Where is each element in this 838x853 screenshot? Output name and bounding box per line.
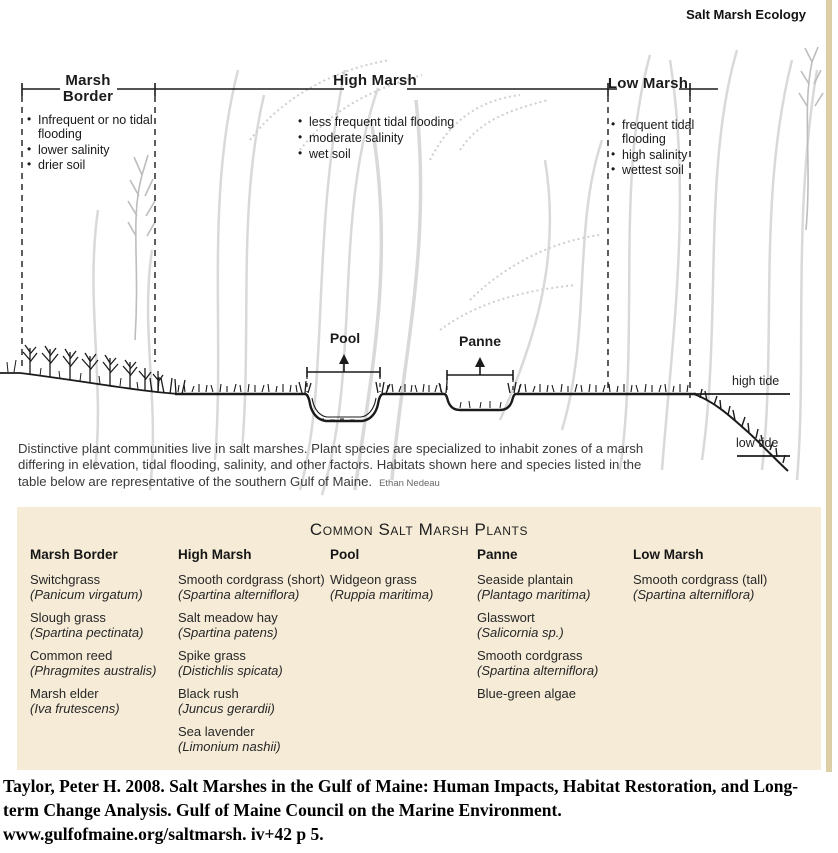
bullet-item: • lower salinity (26, 144, 164, 158)
plant-scientific-name: (Spartina alterniflora) (477, 663, 599, 678)
zone-label-low-marsh: Low Marsh (607, 75, 689, 92)
zone-label-high-marsh: High Marsh (333, 72, 417, 89)
plant-scientific-name: (Ruppia maritima) (330, 587, 434, 602)
plant-entry (30, 610, 178, 640)
plant-scientific-name: (Juncus gerardii) (178, 701, 275, 716)
column-header: High Marsh (178, 547, 252, 562)
figure-caption (18, 441, 663, 492)
bullet-item: • wet soil (297, 148, 485, 162)
plant-entry (178, 724, 330, 754)
plant-entry (477, 572, 633, 602)
plant-name: Marsh elder (30, 686, 99, 701)
panne-bracket (447, 365, 513, 392)
bullet-item: • moderate salinity (297, 132, 485, 146)
plant-name: Common reed (30, 648, 113, 663)
column-header: Marsh Border (30, 547, 118, 562)
plant-scientific-name: (Spartina alterniflora) (178, 587, 300, 602)
plant-entry (30, 572, 178, 602)
column-header: Pool (330, 547, 360, 562)
column-header: Low Marsh (633, 547, 704, 562)
plant-entry (178, 686, 330, 716)
column-marsh-border (30, 547, 178, 762)
pool-label: Pool (329, 330, 361, 346)
plant-name: Spike grass (178, 648, 246, 663)
plant-name: Salt meadow hay (178, 610, 278, 625)
column-header: Panne (477, 547, 518, 562)
plant-entry (330, 572, 477, 602)
plant-entry (633, 572, 808, 602)
plant-name: Slough grass (30, 610, 106, 625)
high-marsh-bullets (297, 116, 485, 163)
plants-table-title: Common Salt Marsh Plants (309, 520, 529, 539)
low-marsh-bullets (610, 119, 712, 180)
plant-name: Sea lavender (178, 724, 255, 739)
panne-arrow-icon (475, 357, 485, 367)
plant-scientific-name: (Salicornia sp.) (477, 625, 564, 640)
column-high-marsh (178, 547, 330, 762)
caption-text: Distinctive plant communities live in salt marshes. Plant species are specialized to inhabit zones of a marsh differing in elevation, tidal flooding, salinity, and other factors. Habitats shown here and species listed in the table below are representative of the southern Gulf of Maine. (18, 441, 644, 489)
plants-table-columns (17, 540, 821, 762)
bullet-item: • Infrequent or no tidal flooding (26, 114, 164, 142)
flower-spray-sketch (250, 60, 600, 330)
bullet-item: • high salinity (610, 149, 712, 163)
plant-entry (178, 572, 330, 602)
high-tide-label: high tide (732, 374, 780, 388)
illustrator-credit: Ethan Nedeau (379, 477, 440, 489)
plant-scientific-name: (Spartina patens) (178, 625, 278, 640)
marsh-border-bullets (26, 114, 164, 175)
plant-scientific-name: (Spartina pectinata) (30, 625, 144, 640)
panne-label: Panne (458, 333, 501, 349)
plant-scientific-name: (Iva frutescens) (30, 701, 120, 716)
plant-scientific-name: (Spartina alterniflora) (633, 587, 755, 602)
plant-name: Blue-green algae (477, 686, 577, 701)
plant-entry (477, 610, 633, 640)
page-title: Salt Marsh Ecology (686, 7, 806, 22)
plant-scientific-name: (Panicum virgatum) (30, 587, 143, 602)
plants-table-panel (17, 507, 821, 770)
bullet-item: • less frequent tidal flooding (297, 116, 485, 130)
zone-label-marsh-border: Marsh Border (62, 72, 114, 105)
plant-name: Smooth cordgrass (477, 648, 583, 663)
bullet-item: • drier soil (26, 159, 164, 173)
column-low-marsh (633, 547, 808, 762)
citation-text: Taylor, Peter H. 2008. Salt Marshes in the Gulf of Maine: Human Impacts, Habitat Restoration, and Long-term Change Analysis. Gulf of Maine Council on the Marine Environment. www.gulfofmaine.org/saltmarsh. iv+42 p 5. (3, 776, 799, 844)
bullet-item: • frequent tidal flooding (610, 119, 712, 147)
plant-scientific-name: (Distichlis spicata) (178, 663, 283, 678)
plant-entry (30, 686, 178, 716)
plant-name: Smooth cordgrass (tall) (633, 572, 768, 587)
plant-scientific-name: (Limonium nashii) (178, 739, 281, 754)
column-pool (330, 547, 477, 762)
plant-name: Seaside plantain (477, 572, 574, 587)
plant-entry (477, 648, 633, 678)
plant-name: Widgeon grass (330, 572, 417, 587)
pool-arrow-icon (339, 354, 349, 364)
plant-entry (30, 648, 178, 678)
plant-entry (477, 686, 633, 701)
plant-name: Black rush (178, 686, 239, 701)
plant-entry (178, 648, 330, 678)
plant-name: Smooth cordgrass (short) (178, 572, 325, 587)
plant-name: Glasswort (477, 610, 535, 625)
plant-entry (178, 610, 330, 640)
plant-scientific-name: (Phragmites australis) (30, 663, 157, 678)
bullet-item: • wettest soil (610, 164, 712, 178)
low-tide-label: low tide (736, 436, 779, 450)
column-panne (477, 547, 633, 762)
plant-name: Switchgrass (30, 572, 101, 587)
plant-scientific-name: (Plantago maritima) (477, 587, 591, 602)
